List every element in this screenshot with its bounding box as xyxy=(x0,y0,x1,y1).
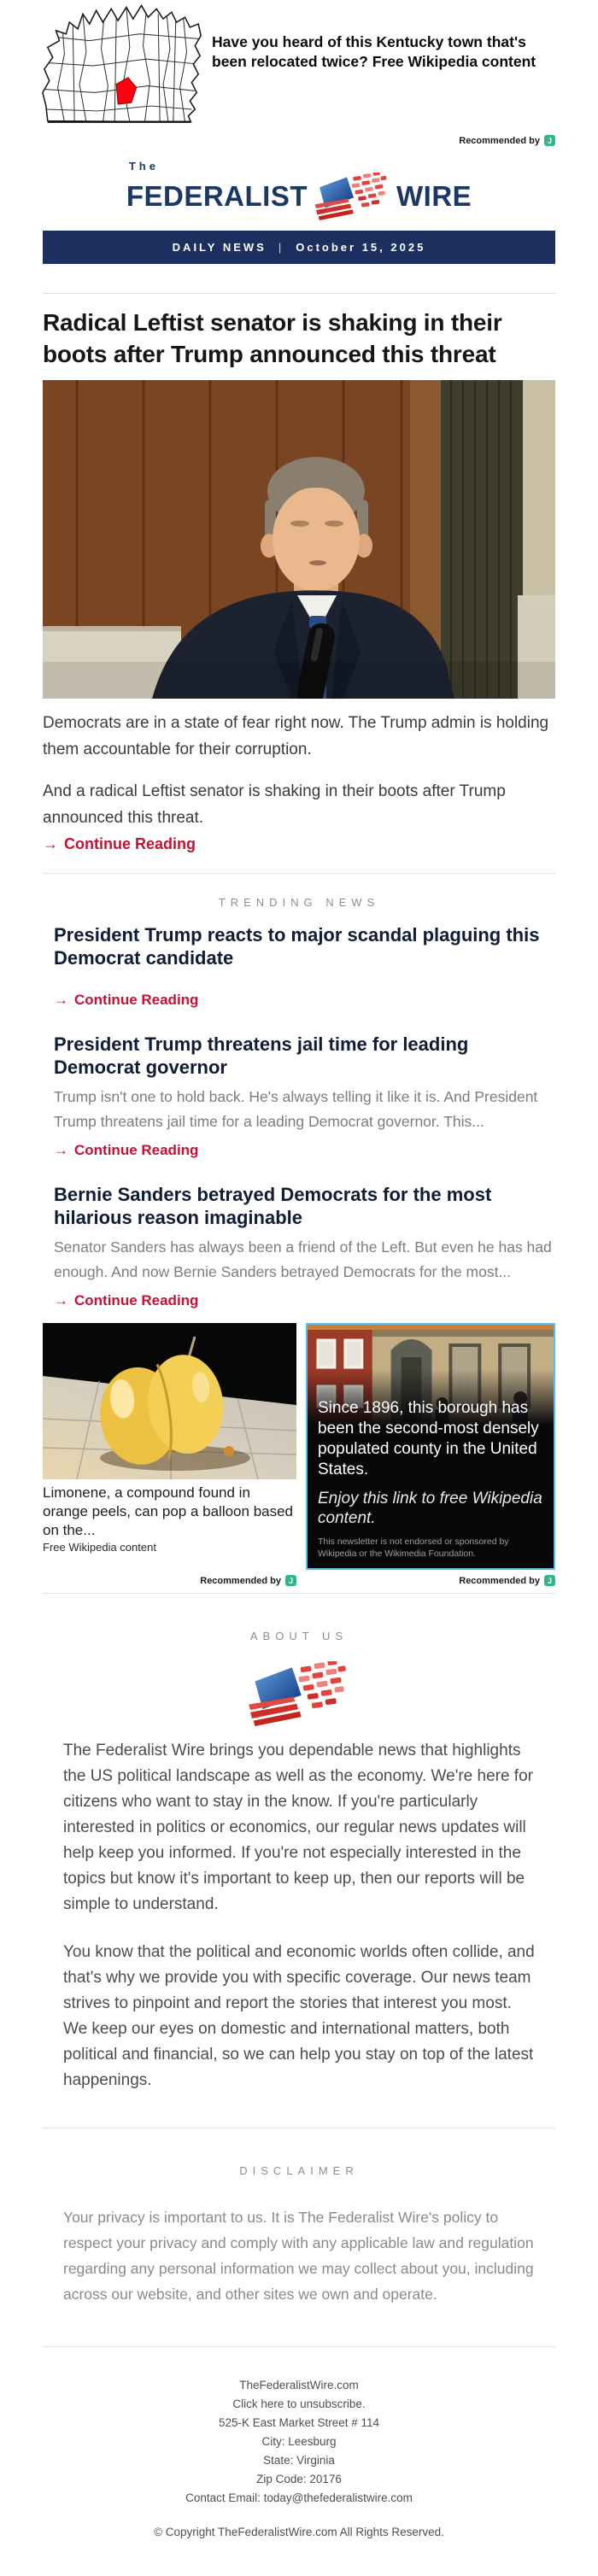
top-ad-headline[interactable]: Have you heard of this Kentucky town that's been relocated twice? Free Wikipedia content xyxy=(212,33,536,70)
wikipedia-ad-box[interactable] xyxy=(306,1323,555,1570)
divider xyxy=(43,2346,555,2347)
trending-headline[interactable]: President Trump threatens jail time for leading Democrat governor xyxy=(54,1033,469,1078)
ad-recommended[interactable] xyxy=(43,1570,296,1586)
recommended-badge-icon[interactable]: J xyxy=(544,1575,555,1586)
trending-headline[interactable]: President Trump reacts to major scandal plaguing this Democrat candidate xyxy=(54,924,540,969)
footer-state: State: Virginia xyxy=(263,2454,335,2467)
disclaimer-header: DISCLAIMER xyxy=(239,2164,359,2177)
limonene-ad-caption[interactable]: Limonene, a compound found in orange peels, can pop a balloon based on the... xyxy=(43,1484,294,1538)
footer-zip: Zip Code: 20176 xyxy=(256,2473,342,2485)
footer-contact-email[interactable]: Contact Email: today@thefederalistwire.com xyxy=(185,2491,413,2504)
trending-teaser: Trump isn't one to hold back. He's always telling it like it is. And President Trump threatens jail time for a leading Democrat governor. This... xyxy=(54,1088,538,1130)
daily-news-bar xyxy=(43,231,555,264)
balloon-ad-image[interactable] xyxy=(43,1323,296,1479)
wikipedia-ad[interactable] xyxy=(306,1323,555,1586)
top-sponsored-ad[interactable] xyxy=(0,0,598,130)
flag-icon xyxy=(249,1661,349,1726)
limonene-ad[interactable] xyxy=(43,1323,296,1586)
arrow-icon: → xyxy=(54,1142,68,1158)
daily-news-separator: | xyxy=(278,241,284,254)
arrow-icon: → xyxy=(54,992,68,1008)
sponsored-ads-row xyxy=(43,1323,555,1586)
about-paragraph: You know that the political and economic worlds often collide, and that's why we provide you with specific coverage. Our news team strives to pinpoint and report the stories that interest you most. We keep our eyes on domestic and international matters, both political and financial, so we can help you stay on top of the latest happenings. xyxy=(63,1943,535,2089)
footer-address: 525-K East Market Street # 114 xyxy=(218,2416,380,2429)
footer-site-link[interactable]: TheFederalistWire.com xyxy=(239,2379,359,2392)
article-headline[interactable]: Radical Leftist senator is shaking in their boots after Trump announced this threat xyxy=(43,309,502,367)
kentucky-map-image xyxy=(39,3,207,130)
top-ad-recommended[interactable] xyxy=(0,130,598,146)
article-continue-reading-link[interactable]: → Continue Reading xyxy=(43,835,196,852)
article-paragraph: Democrats are in a state of fear right now. The Trump admin is holding them accountable for their corruption. xyxy=(43,714,549,758)
recommended-badge-icon[interactable]: J xyxy=(285,1575,296,1586)
logo-wire: WIRE xyxy=(396,180,472,212)
article-photo-senator[interactable] xyxy=(43,380,555,699)
recommended-by-label: Recommended by xyxy=(459,1575,540,1586)
ad-recommended[interactable] xyxy=(306,1570,555,1586)
trending-item xyxy=(43,1183,555,1309)
trending-continue-reading-link[interactable]: → Continue Reading xyxy=(54,1142,199,1158)
arrow-icon: → xyxy=(43,835,58,852)
divider xyxy=(43,293,555,294)
wikipedia-ad-disclaimer: This newsletter is not endorsed or sponsored by Wikipedia or the Wikimedia Foundation. xyxy=(318,1537,509,1559)
trending-teaser: Senator Sanders has always been a friend of the Left. But even he has had enough. And now Bernie Sanders betrayed Democrats for the most... xyxy=(54,1238,552,1280)
wikipedia-ad-tagline[interactable]: Enjoy this link to free Wikipedia content. xyxy=(318,1490,542,1527)
trending-headline[interactable]: Bernie Sanders betrayed Democrats for the most hilarious reason imaginable xyxy=(54,1184,492,1228)
trending-continue-reading-link[interactable]: → Continue Reading xyxy=(54,992,199,1008)
footer-city: City: Leesburg xyxy=(261,2435,337,2448)
recommended-by-label: Recommended by xyxy=(459,135,540,146)
article-paragraph: And a radical Leftist senator is shaking in their boots after Trump announced this threat. xyxy=(43,782,506,827)
footer-copyright: © Copyright TheFederalistWire.com All Rights Reserved. xyxy=(154,2526,444,2538)
footer xyxy=(43,2376,555,2508)
divider xyxy=(43,873,555,874)
trending-item xyxy=(43,1033,555,1159)
daily-news-label: DAILY NEWS xyxy=(172,241,267,254)
flag-icon xyxy=(313,173,391,220)
divider xyxy=(43,1593,555,1594)
wikipedia-ad-headline[interactable]: Since 1896, this borough has been the second-most densely populated county in the United States. xyxy=(318,1399,539,1478)
daily-news-date: October 15, 2025 xyxy=(296,241,426,254)
arrow-icon: → xyxy=(54,1292,68,1308)
trending-item xyxy=(43,923,555,1009)
about-us-header: ABOUT US xyxy=(249,1630,349,1642)
footer-unsubscribe-link[interactable]: Click here to unsubscribe. xyxy=(232,2397,366,2410)
logo-federalist: FEDERALIST xyxy=(126,180,308,212)
federalist-wire-logo[interactable] xyxy=(126,160,472,220)
trending-news-header: TRENDING NEWS xyxy=(218,896,380,909)
limonene-ad-subcaption: Free Wikipedia content xyxy=(43,1541,156,1554)
about-paragraph: The Federalist Wire brings you dependable news that highlights the US political landscape as well as the economy. We're here for citizens who want to stay in the know. If you're particularly interested in politics or economics, our regular news updates will help keep you informed. If you're not especially interested in the topics but know it's important to keep up, then our reports will be simple to understand. xyxy=(63,1742,533,1913)
logo-the: The xyxy=(128,160,159,173)
trending-continue-reading-link[interactable]: → Continue Reading xyxy=(54,1292,199,1308)
recommended-badge-icon[interactable]: J xyxy=(544,135,555,146)
recommended-by-label: Recommended by xyxy=(200,1575,281,1586)
disclaimer-text: Your privacy is important to us. It is The Federalist Wire's policy to respect your privacy and comply with any applicable law and regulation regarding any personal information we may collect about you, including across our website, and other sites we own and operate. xyxy=(63,2209,534,2303)
